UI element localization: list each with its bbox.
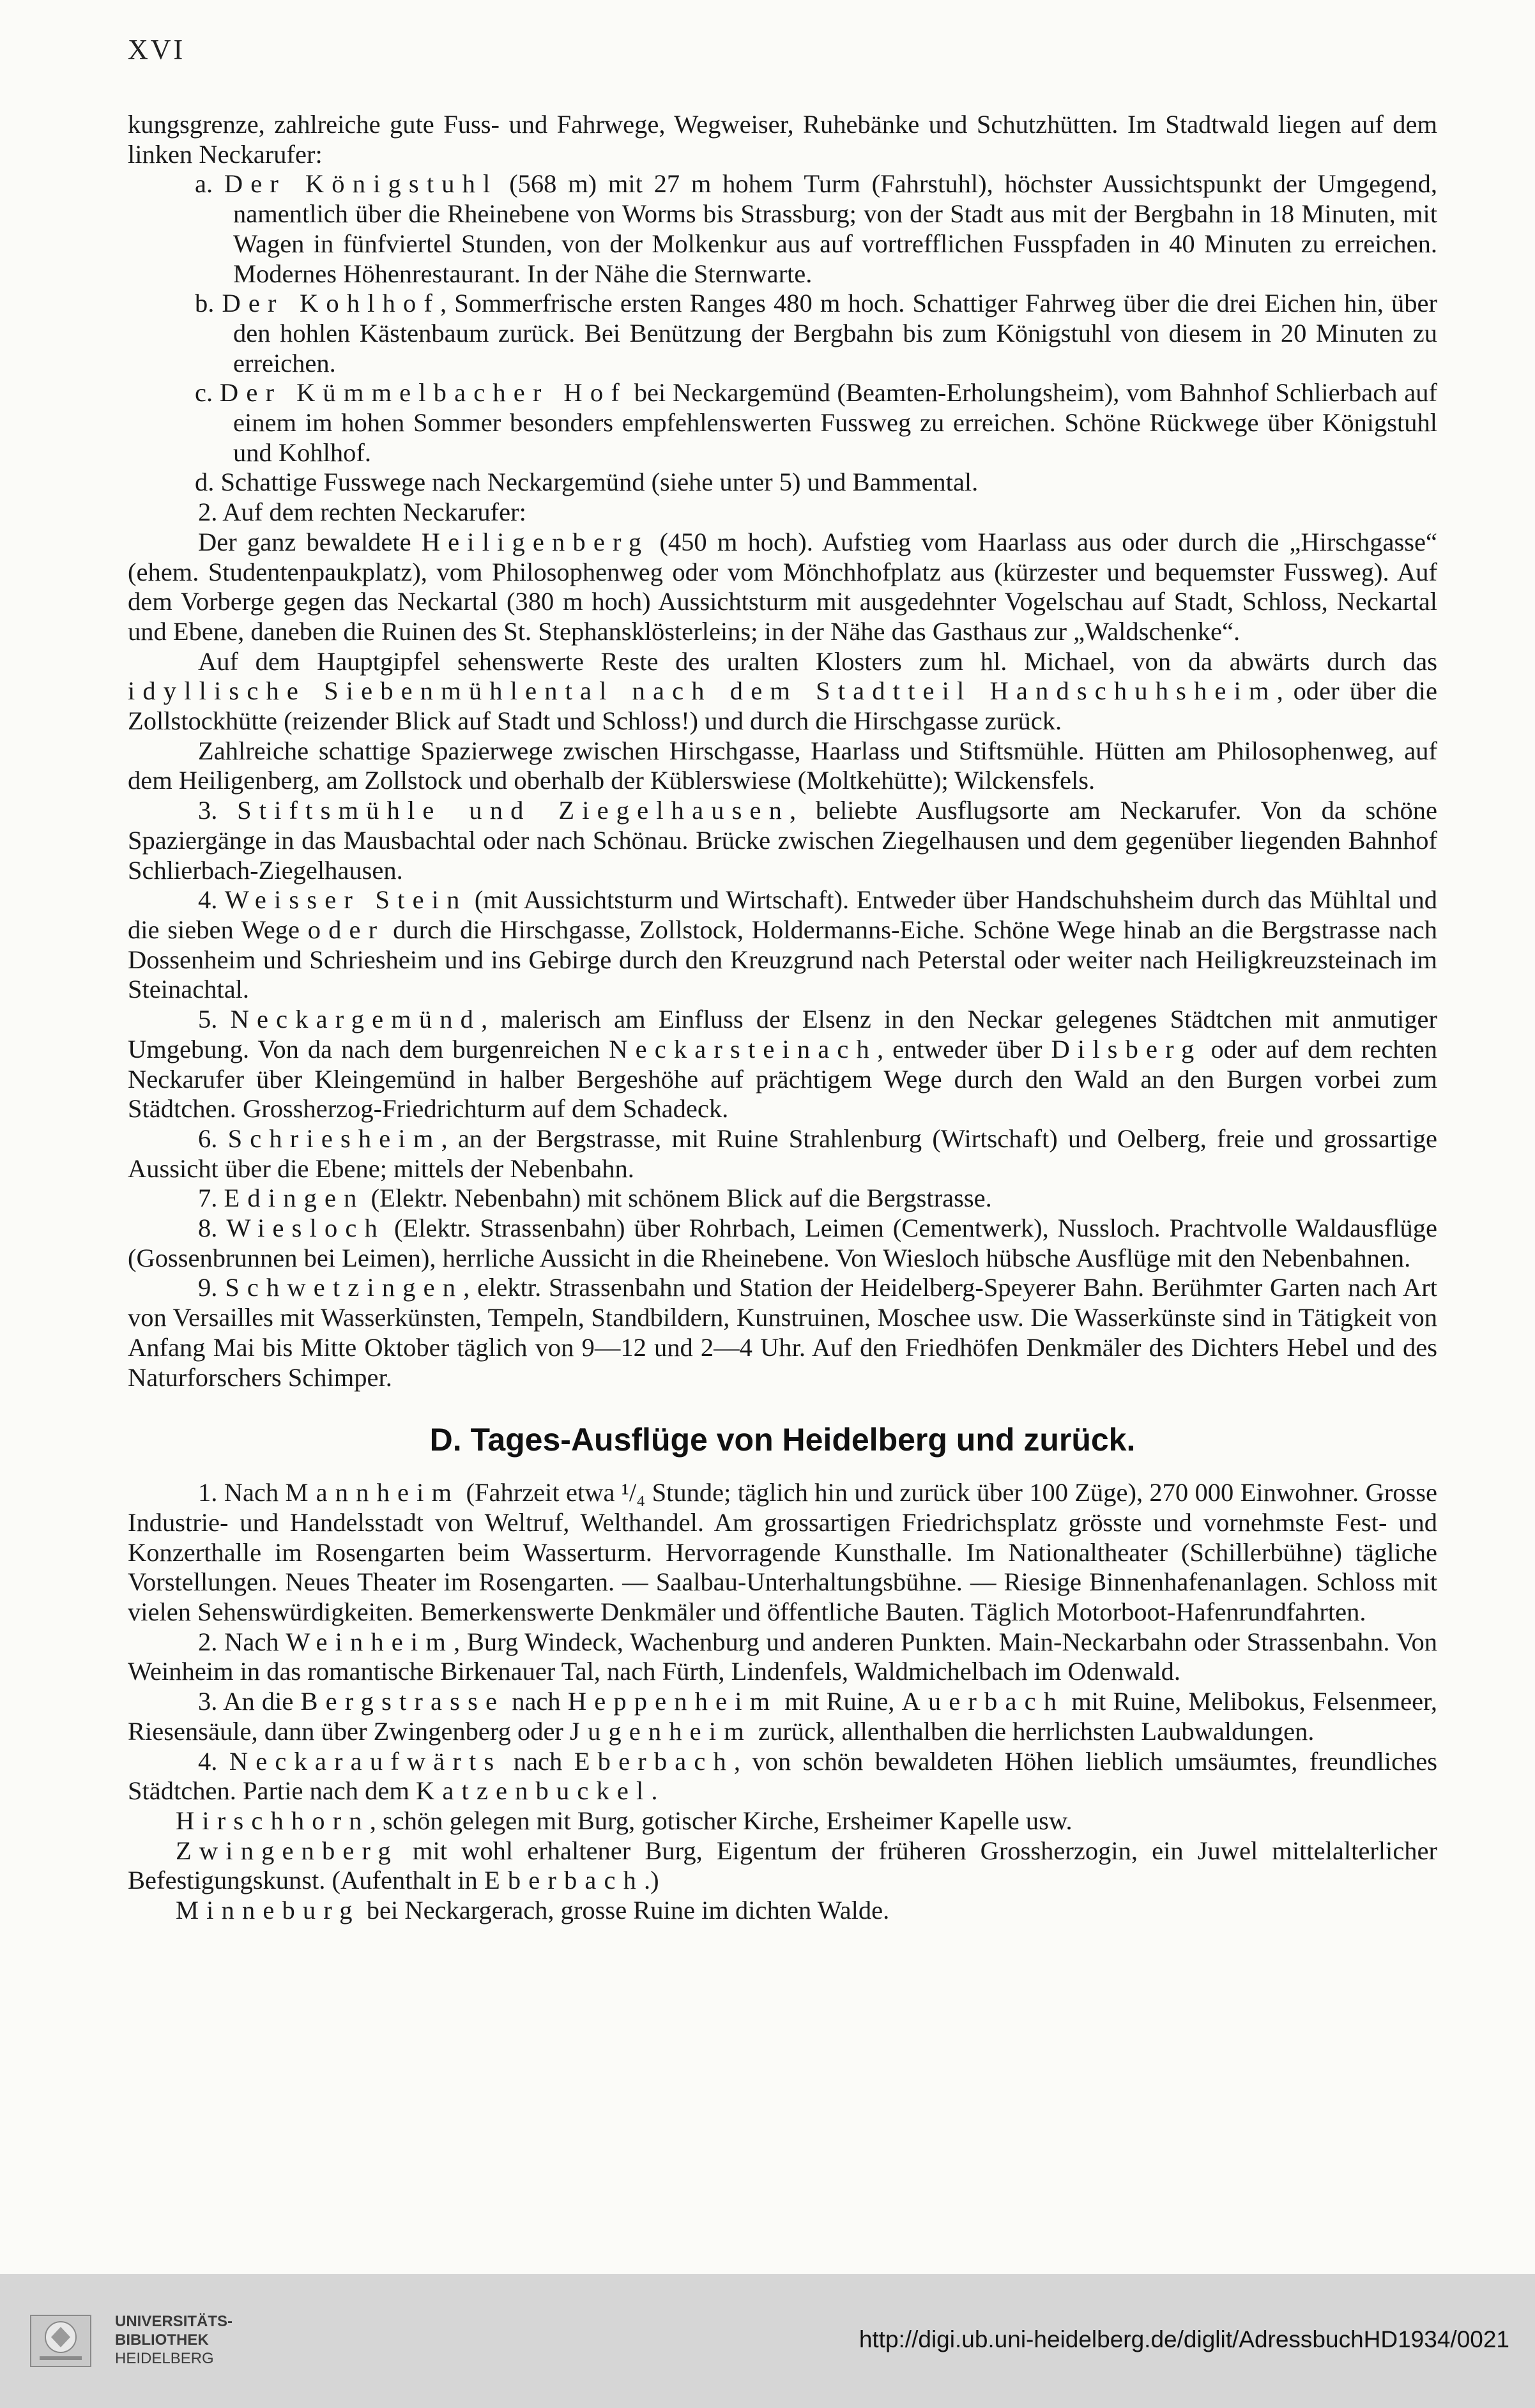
place-name: Der Königstuhl: [224, 169, 498, 199]
intro-paragraph: kungsgrenze, zahlreiche gute Fuss- und Fahrwege, Wegweiser, Ruhebänke und Schutzhütten. Im Stadtwald liegen auf dem linken Neckarufer:: [128, 110, 1437, 169]
place-name: Stiftsmühle und Ziegelhausen: [237, 796, 790, 825]
list-item-c: c. Der Kümmelbacher Hof bei Neckargemünd (Beamten-Erholungsheim), vom Bahnhof Schlierbach auf einem im hohen Sommer besonders empfehlenswerten Fussweg zu erreichen. Schöne Rückwege über Königstuhl und Kohlhof.: [195, 378, 1438, 467]
page-number: XVI: [128, 34, 186, 65]
source-url-link[interactable]: http://digi.ub.uni-heidelberg.de/diglit/AdressbuchHD1934/0021: [859, 2326, 1509, 2352]
place-name: Dilsberg: [1051, 1034, 1202, 1063]
section-heading-2: 2. Auf dem rechten Neckarufer:: [198, 498, 526, 527]
place-name: Weisser Stein: [224, 885, 468, 915]
day-trip-2: 2. Nach Weinheim, Burg Windeck, Wachenburg und anderen Punkten. Main-Neckarbahn oder Strassenbahn. Von Weinheim in das romantische Birkenauer Tal, nach Fürth, Lindenfels, Waldmichelbach im Odenwald.: [128, 1627, 1438, 1686]
university-library-logo-icon: [26, 2309, 96, 2373]
place-name: Weinheim: [286, 1627, 454, 1656]
day-trip-zwingenberg: Zwingenberg mit wohl erhaltener Burg, Eigentum der früheren Grossherzogin, ein Juwel mittelalterlicher Befestigungskunst. (Aufenthalt in Eberbach.): [128, 1836, 1438, 1895]
day-trip-4: 4. Neckaraufwärts nach Eberbach, von schön bewaldeten Höhen lieblich umsäumtes, freundliches Städtchen. Partie nach dem Katzenbuckel.: [128, 1746, 1438, 1806]
item-7: 7. Edingen (Elektr. Nebenbahn) mit schönem Blick auf die Bergstrasse.: [198, 1184, 992, 1213]
place-name: Hirschhorn: [176, 1806, 370, 1835]
place-name: Katzenbuckel: [415, 1776, 652, 1806]
place-name: Zwingenberg: [176, 1836, 399, 1865]
library-name: UNIVERSITÄTS- BIBLIOTHEK HEIDELBERG: [115, 2313, 233, 2367]
paragraph-heiligenberg: Der ganz bewaldete Heiligenberg (450 m hoch). Aufstieg vom Haarlass aus oder durch die „Hirschgasse“ (ehem. Studentenpaukplatz), vom Philosophenweg oder vom Mönchhofplatz aus (kürzester und bequemster Fussweg). Auf dem Vorberge gegen das Neckartal (380 m hoch) Aussichtsturm mit ausgedehnter Vogelschau auf Stadt, Schloss, Neckartal und Ebene, daneben die Ruinen des St. Stephansklösterleins; in der Nähe das Gasthaus zur „Waldschenke“.: [128, 527, 1438, 646]
paragraph-spazierwege: Zahlreiche schattige Spazierwege zwischen Hirschgasse, Haarlass und Stiftsmühle. Hütten am Philosophenweg, auf dem Heiligenberg, am Zollstock und oberhalb der Küblerswiese (Moltkehütte); Wilckensfels.: [128, 736, 1437, 795]
day-trip-3: 3. An die Bergstrasse nach Heppenheim mit Ruine, Auerbach mit Ruine, Melibokus, Felsenmeer, Riesensäule, dann über Zwingenberg oder Jugenheim zurück, allenthalben die herrlichsten Laubwaldungen.: [128, 1687, 1438, 1746]
place-name: Eberbach: [574, 1746, 734, 1776]
place-name: Neckarsteinach: [609, 1034, 877, 1063]
page-body: [128, 110, 1437, 1926]
place-name: Der Kümmelbacher Hof: [219, 378, 627, 408]
logo-graphic: [26, 2309, 96, 2373]
list-item-a: a. Der Königstuhl (568 m) mit 27 m hohem Turm (Fahrstuhl), höchster Aussichtspunkt der Umgegend, namentlich über die Rheinebene von Worms bis Strassburg; von der Stadt aus mit der Bergbahn in 18 Minuten, mit Wagen in fünfviertel Stunden, von der Molkenkur aus auf vortrefflichen Fusspfaden in 40 Minuten zu erreichen. Modernes Höhenrestaurant. In der Nähe die Sternwarte.: [195, 169, 1438, 288]
place-name: Heppenheim: [567, 1687, 778, 1716]
list-item-d: d. Schattige Fusswege nach Neckargemünd (siehe unter 5) und Bammental.: [195, 468, 979, 497]
place-name: idyllische Siebenmühlental nach dem Stadtteil Handschuhsheim: [128, 676, 1277, 706]
list-item-b: b. Der Kohlhof, Sommerfrische ersten Ranges 480 m hoch. Schattiger Fahrweg über die drei Eichen hin, über den hohlen Kästenbaum zurück. Bei Benützung der Bergbahn bis zum Königstuhl von diesem in 20 Minuten zu erreichen.: [195, 289, 1437, 377]
place-name: Der Kohlhof: [222, 289, 440, 318]
day-trip-minneburg: Minneburg bei Neckargerach, grosse Ruine im dichten Walde.: [176, 1896, 890, 1925]
place-name: Edingen: [224, 1184, 365, 1213]
day-trip-hirschhorn: Hirschhorn, schön gelegen mit Burg, gotischer Kirche, Ersheimer Kapelle usw.: [176, 1806, 1073, 1835]
item-8: 8. Wiesloch (Elektr. Strassenbahn) über Rohrbach, Leimen (Cementwerk), Nussloch. Prachtvolle Waldausflüge (Gossenbrunnen bei Leimen), herrliche Aussicht in die Rheinebene. Von Wiesloch hübsche Ausflüge mit den Nebenbahnen.: [128, 1214, 1438, 1272]
place-name: Jugenheim: [570, 1716, 752, 1746]
item-5: 5. Neckargemünd, malerisch am Einfluss der Elsenz in den Neckar gelegenes Städtchen mit anmutiger Umgebung. Von da nach dem burgenreichen Neckarsteinach, entweder über Dilsberg oder auf dem rechten Neckarufer über Kleingemünd in halber Bergeshöhe auf prächtigem Wege durch den Wald an den Burgen vorbei zum Städtchen. Grossherzog-Friedrichturm auf dem Schadeck.: [128, 1005, 1438, 1124]
place-name: Auerbach: [901, 1687, 1065, 1716]
place-name: Minneburg: [176, 1896, 360, 1925]
place-name: Heiligenberg: [421, 527, 650, 556]
place-name: Neckaraufwärts: [229, 1746, 502, 1776]
place-name: Bergstrasse: [300, 1687, 505, 1716]
place-name: Wiesloch: [226, 1214, 385, 1243]
place-name: Neckargemünd: [230, 1005, 482, 1034]
paragraph-hauptgipfel: Auf dem Hauptgipfel sehenswerte Reste des uralten Klosters zum hl. Michael, von da abwärts durch das idyllische Siebenmühlental nach dem Stadtteil Handschuhsheim, oder über die Zollstockhütte (reizender Blick auf Stadt und Schloss!) und durch die Hirschgasse zurück.: [128, 646, 1438, 736]
place-name: Mannheim: [285, 1478, 460, 1507]
section-heading-d: D. Tages-Ausflüge von Heidelberg und zurück.: [429, 1422, 1136, 1458]
item-6: 6. Schriesheim, an der Bergstrasse, mit Ruine Strahlenburg (Wirtschaft) und Oelberg, freie und grossartige Aussicht über die Ebene; mittels der Nebenbahn.: [128, 1124, 1438, 1183]
footer-bar: [0, 2274, 1535, 2408]
item-4: 4. Weisser Stein (mit Aussichtsturm und Wirtschaft). Entweder über Handschuhsheim durch das Mühltal und die sieben Wege oder durch die Hirschgasse, Zollstock, Holdermanns-Eiche. Schöne Wege hinab an die Bergstrasse nach Dossenheim und Schriesheim und ins Gebirge durch den Kreuzgrund nach Peterstal oder weiter nach Heiligkreuzsteinach im Steinachtal.: [128, 885, 1438, 1004]
place-name: Eberbach: [484, 1866, 645, 1895]
item-9: 9. Schwetzingen, elektr. Strassenbahn und Station der Heidelberg-Speyerer Bahn. Berühmter Garten nach Art von Versailles mit Wasserkünsten, Tempeln, Standbildern, Kunstruinen, Moschee usw. Die Wasserkünste sind in Tätigkeit von Anfang Mai bis Mitte Oktober täglich von 9—12 und 2—4 Uhr. Auf den Friedhöfen Denkmäler des Dichters Hebel und des Naturforschers Schimper.: [128, 1273, 1438, 1392]
day-trip-1: 1. Nach Mannheim (Fahrzeit etwa ¹/₄ Stunde; täglich hin und zurück über 100 Züge), 270 000 Einwohner. Grosse Industrie- und Handelsstadt von Weltruf, Welthandel. Am grossartigen Friedrichsplatz grösste und vornehmste Fest- und Konzerthalle im Rosengarten beim Wasserturm. Hervorragende Kunsthalle. Im Nationaltheater (Schillerbühne) tägliche Vorstellungen. Neues Theater im Rosengarten. — Saalbau-Unterhaltungsbühne. — Riesige Binnenhafenanlagen. Schloss mit vielen Sehenswürdigkeiten. Bemerkenswerte Denkmäler und öffentliche Bauten. Täglich Motorboot-Hafenrundfahrten.: [128, 1478, 1437, 1627]
item-3: 3. Stiftsmühle und Ziegelhausen, beliebte Ausflugsorte am Neckarufer. Von da schöne Spaziergänge in das Mausbachtal oder nach Schönau. Brücke zwischen Ziegelhausen und dem gegenüber liegenden Bahnhof Schlierbach-Ziegelhausen.: [128, 796, 1438, 885]
place-name: Schwetzingen: [225, 1273, 464, 1302]
place-name: Schriesheim: [227, 1124, 441, 1153]
